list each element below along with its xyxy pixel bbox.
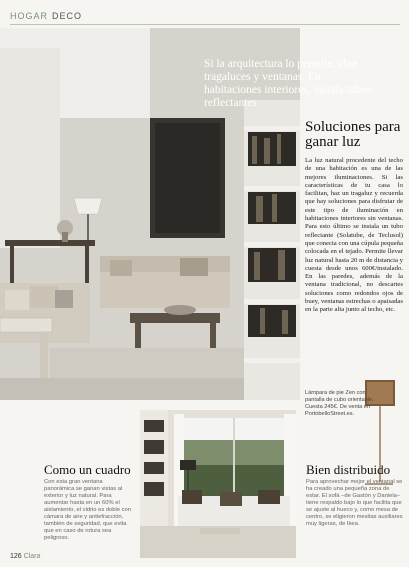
- page-footer: [10, 553, 40, 560]
- bien-body: Para aprovechar mejor el ventanal se ha creado una pequeña zona de estar. El sofá –de Gastón y Daniela– tiene respaldo bajo lo que facilita que se ajuste al hueco y, como mesa de centro, se eligieron mesitas auxiliares muy ligeras, de Ikea.: [306, 479, 403, 527]
- window-living-photo: [140, 410, 296, 558]
- section-label: HOGAR: [10, 11, 49, 21]
- page-number: 126: [10, 553, 22, 560]
- bien-title: Bien distribuido: [306, 462, 391, 477]
- column-title: Soluciones para ganar luz: [305, 119, 401, 150]
- headline: Si la arquitectura lo permite, abre tragaluces y ventanas. En habitaciones interiores, instala tubos reflectantes: [204, 58, 372, 109]
- cuadro-title: Como un cuadro: [44, 462, 131, 477]
- bookshelf: [244, 100, 300, 400]
- header-rule: [10, 24, 400, 25]
- magazine-name: Clara: [23, 553, 41, 560]
- lamp-caption: Lámpara de pie Zen con pantalla de cubo orientable. Cuesta 245€. De venta en PortobelloStreet.es.: [305, 390, 374, 417]
- subsection-label: DECO: [52, 11, 83, 21]
- section-header: [10, 8, 82, 24]
- cuadro-body: Con esta gran ventana panorámica se ganan vistas al exterior y luz natural. Para aumentar hasta en un 60% el aislamiento, el vidrio es doble con cámara de aire y antiefracción, también de seguridad, que evita que en caso de rotura sea peligroso.: [44, 479, 132, 541]
- column-body: La luz natural procedente del techo de una habitación es una de las mejores iluminaciones. Si las características de tu casa lo facilitan, haz un tragaluz y recuerda que hay soluciones para disfrutar de este tipo de iluminación en habitaciones interiores sin ventanas. Para esto último se instala un tubo reflectante (Solatube, de Teclusol) que conecta con una cúpula pequeña colocada en el tejado. Permite llevar luz natural hasta 20 m de distancia y cuesta desde unos 600€/instalado. En las paredes, además de la ventana tradicional, no descartes soluciones como redondos ojos de buey, ventanas estrechas o apaisadas en la parte alta junto al techo, etc.: [305, 157, 403, 314]
